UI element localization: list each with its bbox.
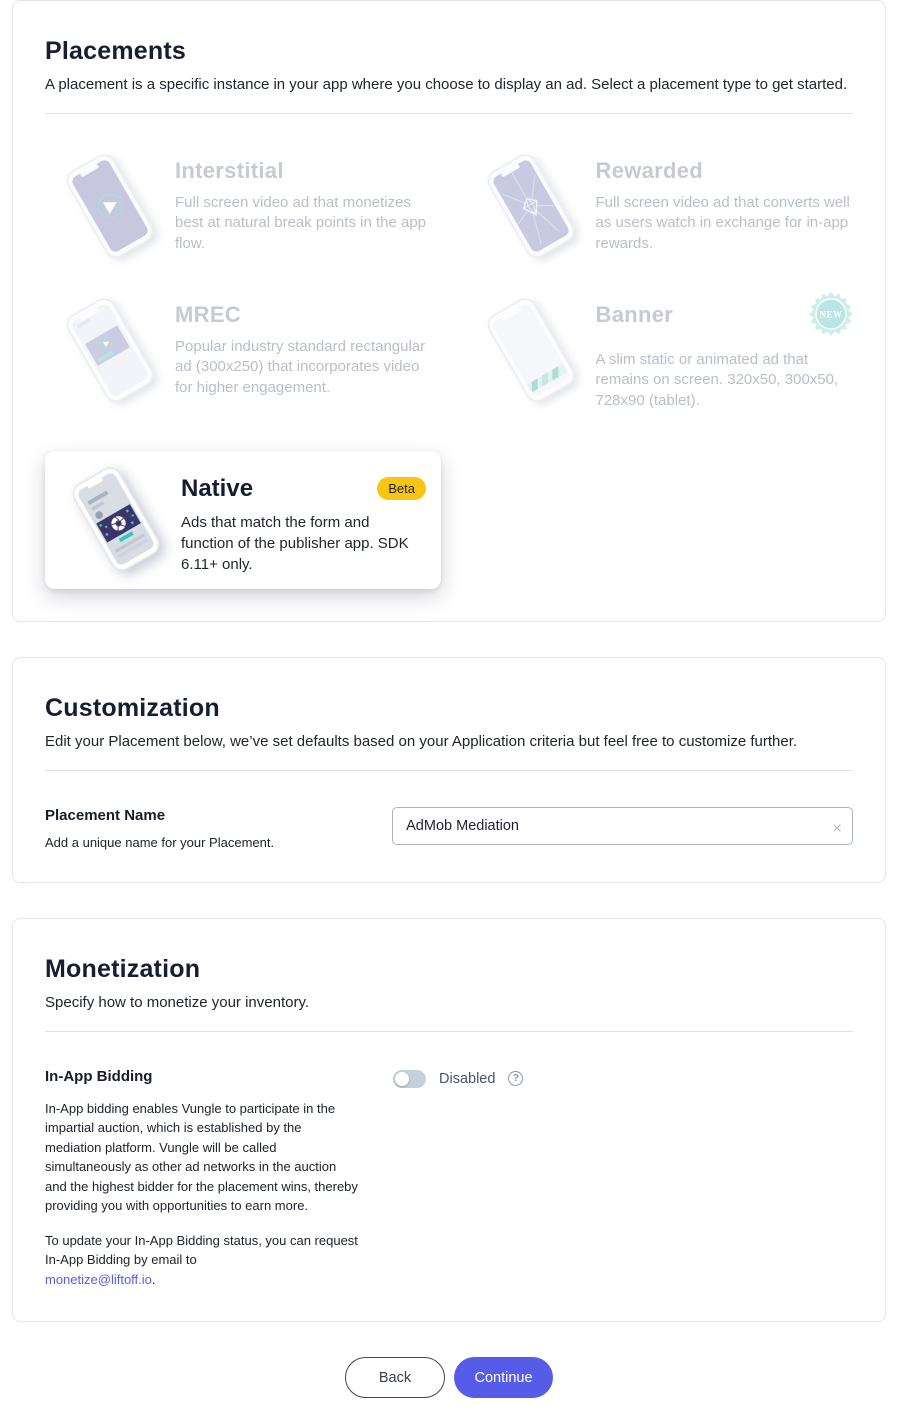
- toggle-knob: [395, 1072, 409, 1086]
- mrec-description: Popular industry standard rectangular ad (300x250) that incorporates video for higher engagement.: [175, 338, 426, 396]
- monetization-subtitle: Specify how to monetize your inventory.: [45, 993, 310, 1011]
- back-button[interactable]: Back: [345, 1357, 445, 1398]
- placements-card: [12, 0, 886, 622]
- rewarded-description: Full screen video ad that converts well as users watch in exchange for in-app rewards.: [595, 194, 850, 252]
- monetization-title: Monetization: [45, 954, 201, 983]
- mrec-title: MREC: [175, 302, 241, 327]
- rewarded-phone-icon: [466, 150, 596, 262]
- banner-description: A slim static or animated ad that remains on screen. 320x50, 300x50, 728x90 (tablet).: [595, 351, 839, 409]
- monetization-card: [12, 918, 886, 1323]
- interstitial-description: Full screen video ad that monetizes best at natural break points in the app flow.: [175, 194, 427, 252]
- rewarded-title: Rewarded: [595, 158, 704, 183]
- placement-name-input[interactable]: [392, 807, 853, 845]
- new-badge-label: NEW: [819, 309, 843, 320]
- in-app-bidding-request-text: To update your In-App Bidding status, you can request In-App Bidding by email to monetize@liftoff.io.: [45, 1232, 358, 1287]
- interstitial-title: Interstitial: [175, 158, 284, 183]
- clear-input-icon[interactable]: ×: [832, 818, 842, 838]
- in-app-bidding-toggle[interactable]: [393, 1070, 426, 1088]
- customization-subtitle: Edit your Placement below, we’ve set defaults based on your Application criteria but feel free to customize further.: [45, 732, 798, 750]
- placement-name-label: Placement Name: [45, 806, 166, 824]
- banner-phone-icon: [466, 294, 596, 411]
- placement-option-banner[interactable]: [466, 294, 854, 411]
- section-divider: [45, 113, 853, 114]
- customization-card: [12, 657, 886, 883]
- in-app-bidding-label: In-App Bidding: [45, 1067, 153, 1085]
- placement-option-mrec[interactable]: [45, 294, 433, 411]
- customization-title: Customization: [45, 693, 220, 722]
- placement-name-field-row: [45, 807, 853, 850]
- in-app-bidding-row: [45, 1068, 853, 1290]
- monetize-email-link[interactable]: monetize@liftoff.io: [45, 1271, 152, 1287]
- in-app-bidding-status: Disabled: [439, 1070, 496, 1087]
- placement-name-hint: Add a unique name for your Placement.: [45, 834, 275, 850]
- mrec-phone-icon: [45, 294, 175, 411]
- banner-title: Banner: [595, 302, 674, 327]
- section-divider: [45, 1031, 853, 1032]
- in-app-bidding-description: In-App bidding enables Vungle to participate in the impartial auction, which is established by the mediation platform. Vungle will be called simultaneously as other ad networks in the auction and the highest bidder for the placement wins, thereby providing you with opportunities to earn more.: [45, 1100, 358, 1214]
- footer-actions: [0, 1357, 898, 1426]
- section-divider: [45, 770, 853, 771]
- placement-option-interstitial[interactable]: [45, 150, 433, 262]
- placements-subtitle: A placement is a specific instance in your app where you choose to display an ad. Select a placement type to get started.: [45, 76, 848, 93]
- placement-option-native-selected[interactable]: [45, 451, 441, 589]
- interstitial-phone-icon: [45, 150, 175, 262]
- native-phone-icon: [51, 463, 181, 575]
- placement-option-rewarded[interactable]: [466, 150, 854, 262]
- native-title: Native: [181, 474, 254, 502]
- continue-button[interactable]: Continue: [454, 1357, 553, 1398]
- help-icon[interactable]: ?: [508, 1071, 523, 1086]
- placements-title: Placements: [45, 37, 186, 65]
- placement-options-grid: [45, 150, 853, 411]
- beta-badge: Beta: [377, 477, 426, 500]
- native-description: Ads that match the form and function of the publisher app. SDK 6.11+ only.: [181, 513, 409, 573]
- new-badge-icon: [809, 292, 853, 341]
